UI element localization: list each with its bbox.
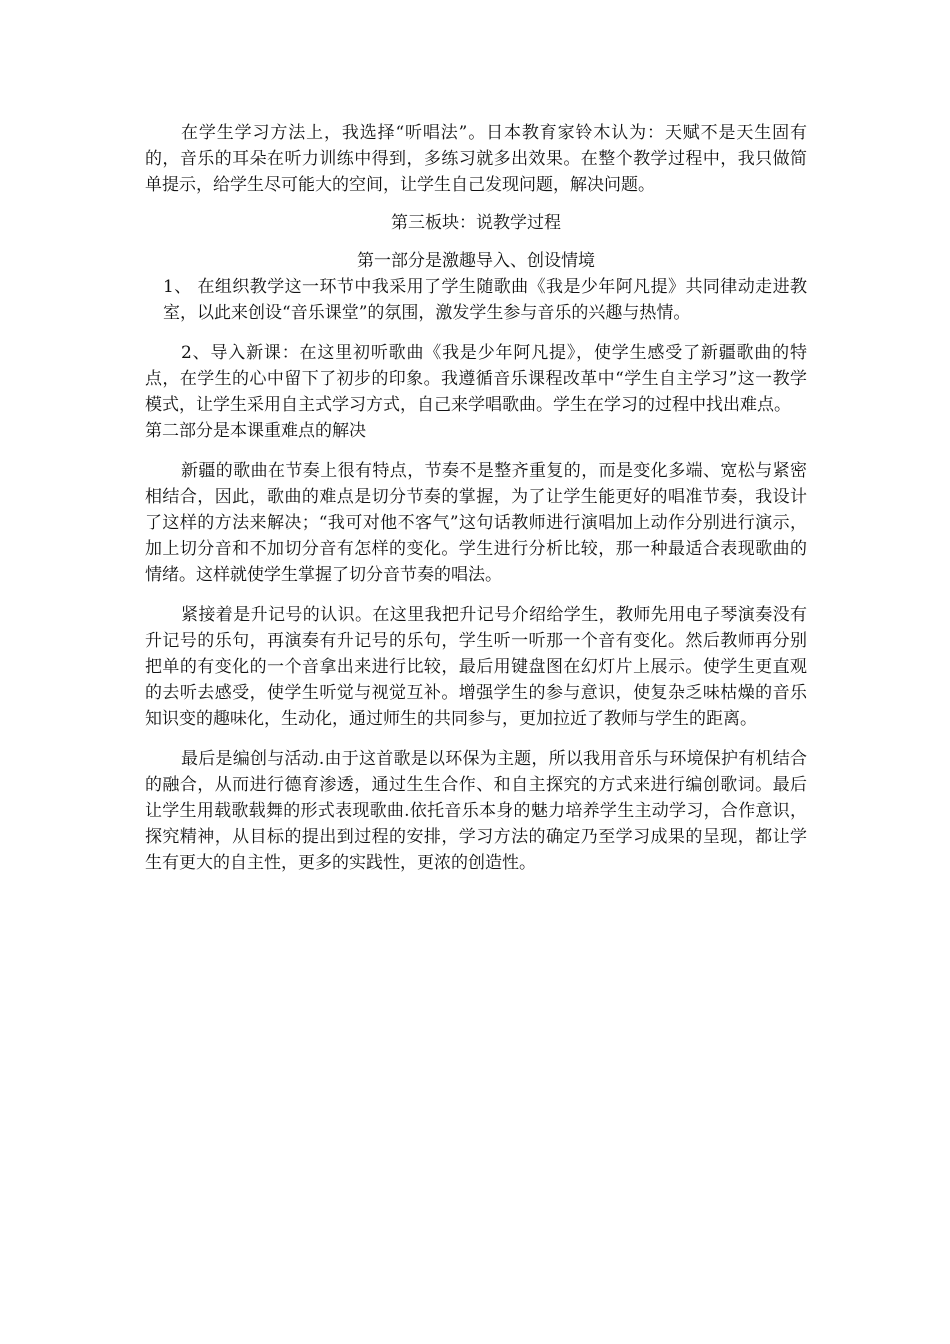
list-item-1: 1、 在组织教学这一环节中我采用了学生随歌曲《我是少年阿凡提》共同律动走进教室，以此来创设“音乐课堂”的氛围，激发学生参与音乐的兴趣与热情。 bbox=[163, 277, 807, 323]
document-page bbox=[145, 120, 807, 876]
section-title-teaching-process: 第三板块：说教学过程 bbox=[391, 213, 561, 233]
paragraph-xinjiang-rhythm: 新疆的歌曲在节奏上很有特点，节奏不是整齐重复的，而是变化多端、宽松与紧密相结合，因此，歌曲的难点是切分节奏的掌握，为了让学生能更好的唱准节奏，我设计了这样的方法来解决；“我可对他不客气”这句话教师进行演唱加上动作分别进行演示，加上切分音和不加切分音有怎样的变化。学生进行分析比较，那一种最适合表现歌曲的情绪。这样就使学生掌握了切分音节奏的唱法。 bbox=[145, 461, 807, 585]
part-one-title: 第一部分是激趣导入、创设情境 bbox=[357, 251, 595, 271]
paragraph-sharp-sign: 紧接着是升记号的认识。在这里我把升记号介绍给学生，教师先用电子琴演奏没有升记号的乐句，再演奏有升记号的乐句，学生听一听那一个音有变化。然后教师再分别把单的有变化的一个音拿出来进行比较，最后用键盘图在幻灯片上展示。使学生更直观的去听去感受，使学生听觉与视觉互补。增强学生的参与意识，使复杂乏味枯燥的音乐知识变的趣味化，生动化，通过师生的共同参与，更加拉近了教师与学生的距离。 bbox=[145, 605, 807, 729]
paragraph-creation-activity: 最后是编创与活动.由于这首歌是以环保为主题，所以我用音乐与环境保护有机结合的融合，从而进行德育渗透，通过生生合作、和自主探究的方式来进行编创歌词。最后让学生用载歌载舞的形式表现歌曲.依托音乐本身的魅力培养学生主动学习，合作意识，探究精神，从目标的提出到过程的安排，学习方法的确定乃至学习成果的呈现，都让学生有更大的自主性，更多的实践性，更浓的创造性。 bbox=[145, 749, 807, 873]
paragraph-learning-method: 在学生学习方法上，我选择“听唱法”。日本教育家铃木认为：天赋不是天生固有的，音乐的耳朵在听力训练中得到，多练习就多出效果。在整个教学过程中，我只做简单提示，给学生尽可能大的空间，让学生自己发现问题，解决问题。 bbox=[145, 123, 807, 195]
part-two-title: 第二部分是本课重难点的解决 bbox=[145, 421, 366, 441]
list-item-2: 2、导入新课：在这里初听歌曲《我是少年阿凡提》，使学生感受了新疆歌曲的特点，在学生的心中留下了初步的印象。我遵循音乐课程改革中“学生自主学习”这一教学模式，让学生采用自主式学习方式，自己来学唱歌曲。学生在学习的过程中找出难点。 bbox=[145, 343, 807, 415]
